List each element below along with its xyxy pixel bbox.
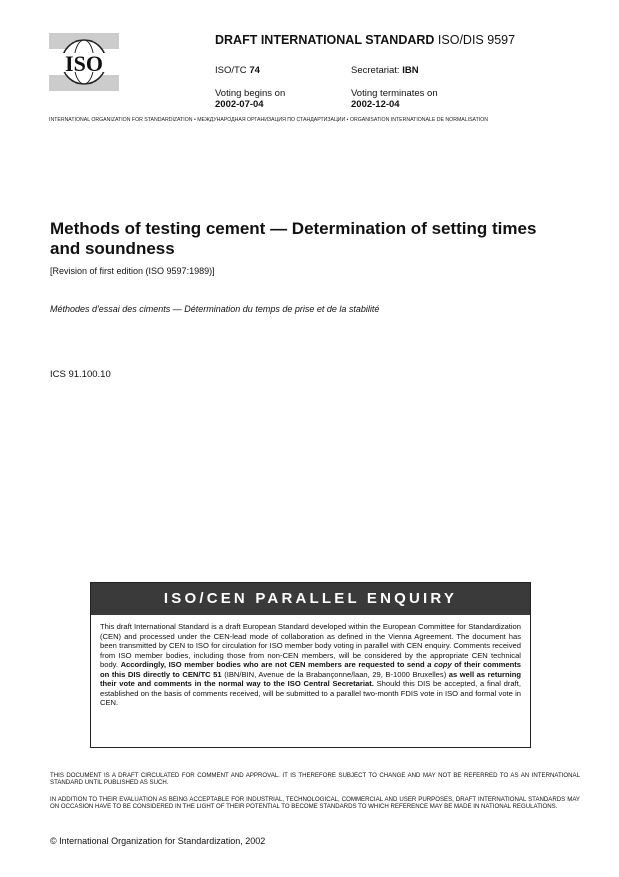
copyright: © International Organization for Standardization, 2002 <box>50 836 266 846</box>
french-title: Méthodes d'essai des ciments — Détermination du temps de prise et de la stabilité <box>50 304 380 314</box>
parallel-enquiry-box <box>90 582 531 748</box>
iso-logo <box>49 33 119 91</box>
voting-terminates: Voting terminates on 2002-12-04 <box>351 88 438 110</box>
revision-note: [Revision of first edition (ISO 9597:1989)] <box>50 266 215 276</box>
document-number: ISO/DIS 9597 <box>437 33 516 47</box>
technical-committee: ISO/TC 74 <box>215 65 260 76</box>
regulation-notice: IN ADDITION TO THEIR EVALUATION AS BEING ACCEPTABLE FOR INDUSTRIAL, TECHNOLOGICAL, COMMERCIAL AND USER PURPOSES, DRAFT INTERNATIONAL STANDARDS MAY ON OCCASION HAVE TO BE CONSIDERED IN THE LIGHT OF THEIR POTENTIAL TO BECOME STANDARDS TO WHICH REFERENCE MAY BE MADE IN NATIONAL REGULATIONS. <box>50 796 580 811</box>
enquiry-heading: ISO/CEN PARALLEL ENQUIRY <box>91 583 530 615</box>
logo-text: ISO <box>65 51 103 76</box>
document-title: Methods of testing cement — Determination of setting times and soundness <box>50 219 537 258</box>
voting-begins: Voting begins on 2002-07-04 <box>215 88 286 110</box>
draft-notice: THIS DOCUMENT IS A DRAFT CIRCULATED FOR COMMENT AND APPROVAL. IT IS THEREFORE SUBJECT TO CHANGE AND MAY NOT BE REFERRED TO AS AN INTERNATIONAL STANDARD UNTIL PUBLISHED AS SUCH. <box>50 772 580 787</box>
organization-line: INTERNATIONAL ORGANIZATION FOR STANDARDIZATION • МЕЖДУНАРОДНАЯ ОРГАНИЗАЦИЯ ПО СТАНДАРТИЗАЦИИ • ORGANISATION INTERNATIONALE DE NORMALISATION <box>49 117 488 123</box>
draft-label: DRAFT INTERNATIONAL STANDARD <box>215 33 435 47</box>
voting-ends-date: 2002-12-04 <box>351 99 400 110</box>
enquiry-body: This draft International Standard is a draft European Standard developed within the European Committee for Standardization (CEN) and processed under the CEN-lead mode of collaboration as defined in the Vienna Agreement. The document has been transmitted by CEN to ISO for circulation for ISO member body voting in parallel with CEN enquiry. Comments received from ISO member bodies, including those from non-CEN members, will be considered by the appropriate CEN technical body. Accordingly, ISO member bodies who are not CEN members are requested to send a copy of their comments on this DIS directly to CEN/TC 51 (IBN/BIN, Avenue de la Brabançonne/laan, 29, B-1000 Bruxelles) as well as returning their vote and comments in the normal way to the ISO Central Secretariat. Should this DIS be accepted, a final draft, established on the basis of comments received, will be submitted to a parallel two-month FDIS vote in ISO and formal vote in CEN. <box>100 622 522 707</box>
document-type-title <box>215 33 515 47</box>
voting-begins-date: 2002-07-04 <box>215 99 264 110</box>
ics-code: ICS 91.100.10 <box>50 369 111 380</box>
secretariat: Secretariat: IBN <box>351 65 419 76</box>
